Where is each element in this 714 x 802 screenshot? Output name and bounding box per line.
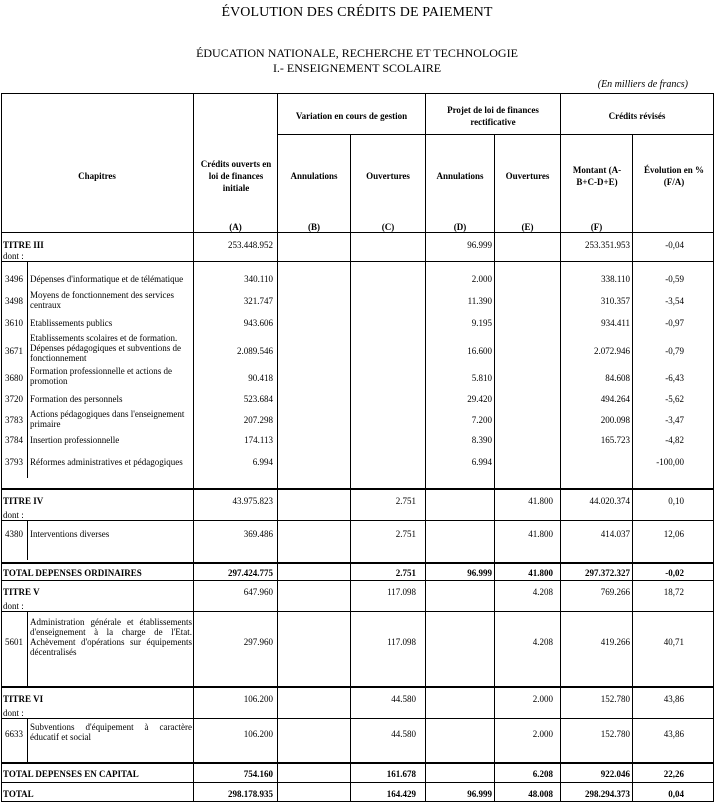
row-3783-label: Actions pédagogiques dans l'enseignement primaire <box>30 409 185 429</box>
header-variation: Variation en cours de gestion <box>295 111 408 121</box>
row-3498-f: 310.357 <box>600 296 630 306</box>
titre4-a: 43.975.823 <box>232 496 273 506</box>
row-3610-label: Etablissements publics <box>30 318 113 328</box>
row-3496-f: 338.110 <box>601 274 630 284</box>
row-6633-e: 2.000 <box>532 729 553 739</box>
header-ouvertures-c: Ouvertures <box>366 171 410 181</box>
titre4-c: 2.751 <box>395 496 416 506</box>
titre6-label: TITRE VI <box>3 694 44 704</box>
grand-total-f: 298.294.373 <box>585 789 630 799</box>
row-3680-label: Formation professionnelle et actions de promotion <box>30 366 172 386</box>
header-credits-revises: Crédits révisés <box>608 111 666 121</box>
row-5601-evol: 40,71 <box>663 637 684 647</box>
titre3-a: 253.448.952 <box>228 240 273 250</box>
grand-total-label: TOTAL <box>3 789 34 799</box>
row-6633-code: 6633 <box>5 729 23 739</box>
total-capital-c: 161.678 <box>386 769 416 779</box>
row-6633-a: 106.200 <box>243 729 273 739</box>
row-3720-evol: -5,62 <box>665 394 684 404</box>
header-chapitres: Chapitres <box>78 171 116 181</box>
titre5-label: TITRE V <box>3 587 40 597</box>
row-3720-d: 29.420 <box>467 394 492 404</box>
header-evolution: Évolution en % (F/A) <box>643 165 704 187</box>
total-capital-evol: 22,26 <box>663 769 684 779</box>
row-6633-evol: 43,86 <box>663 729 684 739</box>
row-3784-label: Insertion professionnelle <box>30 435 120 445</box>
row-5601-e: 4.208 <box>532 637 553 647</box>
row-4380-label: Interventions diverses <box>30 529 110 539</box>
row-3671-d: 16.600 <box>467 346 492 356</box>
total-ordinaires-e: 41.800 <box>528 568 553 578</box>
titre4-e: 41.800 <box>528 496 553 506</box>
row-5601-code: 5601 <box>5 637 23 647</box>
ministry-subtitle: ÉDUCATION NATIONALE, RECHERCHE ET TECHNOLOGIE <box>196 46 518 60</box>
row-3498-label: Moyens de fonctionnement des services centraux <box>30 290 174 310</box>
total-capital-label: TOTAL DEPENSES EN CAPITAL <box>3 769 139 779</box>
row-5601-c: 117.098 <box>387 637 416 647</box>
row-4380-c: 2.751 <box>395 529 416 539</box>
titre3-f: 253.351.953 <box>585 240 630 250</box>
row-3671-evol: -0,79 <box>665 346 684 356</box>
row-3793-evol: -100,00 <box>656 457 684 467</box>
row-3498-a: 321.747 <box>243 296 273 306</box>
row-3784-evol: -4,82 <box>665 435 684 445</box>
row-3680-d: 5.810 <box>471 373 492 383</box>
row-3784-d: 8.390 <box>471 435 492 445</box>
col-letter-e: (E) <box>521 222 534 232</box>
row-3680-f: 84.608 <box>605 373 630 383</box>
row-3720-f: 494.264 <box>600 394 630 404</box>
row-6633-f: 152.780 <box>600 729 630 739</box>
row-6633-c: 44.580 <box>391 729 416 739</box>
row-3610-evol: -0,97 <box>665 318 684 328</box>
row-3783-f: 200.098 <box>600 415 630 425</box>
row-3720-a: 523.684 <box>243 394 273 404</box>
page-title: ÉVOLUTION DES CRÉDITS DE PAIEMENT <box>221 5 493 20</box>
row-3680-a: 90.418 <box>248 373 273 383</box>
header-ouvertures-e: Ouvertures <box>505 171 550 181</box>
col-letter-c: (C) <box>381 222 395 232</box>
header-credits-initiaux: Crédits ouverts en loi de finances initiale <box>200 159 272 193</box>
row-3783-d: 7.200 <box>471 415 492 425</box>
total-ordinaires-d: 96.999 <box>467 568 492 578</box>
titre5-a: 647.960 <box>243 587 273 597</box>
titre6-c: 44.580 <box>391 694 416 704</box>
row-3671-label: Etablissements scolaires et de formation. Dépenses pédagogiques et subventions de fonctionnement <box>30 333 181 363</box>
total-capital-e: 6.208 <box>532 769 553 779</box>
row-3610-code: 3610 <box>5 318 23 328</box>
row-5601-f: 419.266 <box>600 637 630 647</box>
titre3-d: 96.999 <box>467 240 492 250</box>
row-5601-label: Administration générale et établissements d'enseignement à la charge de l'Etat. Achèvement d'opérations sur équipements décentralisés <box>30 617 192 657</box>
row-4380-evol: 12,06 <box>663 529 684 539</box>
row-4380-e: 41.800 <box>528 529 553 539</box>
row-3720-code: 3720 <box>5 394 23 404</box>
row-3496-code: 3496 <box>5 274 23 284</box>
row-4380-a: 369.486 <box>243 529 273 539</box>
dont-label: dont : <box>3 601 24 611</box>
unit-note: (En milliers de francs) <box>597 79 688 90</box>
titre5-e: 4.208 <box>532 587 553 597</box>
row-3783-code: 3783 <box>5 415 23 425</box>
total-ordinaires-c: 2.751 <box>395 568 416 578</box>
row-3680-code: 3680 <box>5 373 23 383</box>
dont-label: dont : <box>3 251 24 261</box>
col-letter-f: (F) <box>590 222 603 232</box>
titre4-evol: 0,10 <box>668 496 684 506</box>
titre4-label: TITRE IV <box>3 496 44 506</box>
col-letter-b: (B) <box>308 222 320 232</box>
row-3496-a: 340.110 <box>244 274 273 284</box>
total-capital-f: 922.046 <box>600 769 630 779</box>
total-ordinaires-f: 297.372.327 <box>585 568 630 578</box>
row-3793-d: 6.994 <box>471 457 492 467</box>
row-3793-code: 3793 <box>5 457 23 467</box>
row-3671-code: 3671 <box>5 346 23 356</box>
row-3793-label: Réformes administratives et pédagogiques <box>30 457 183 467</box>
row-3783-a: 207.298 <box>243 415 273 425</box>
row-4380-code: 4380 <box>5 529 23 539</box>
titre6-evol: 43,86 <box>663 694 684 704</box>
row-3671-a: 2.089.546 <box>237 346 273 356</box>
header-annulations-d: Annulations <box>436 171 484 181</box>
col-letter-a: (A) <box>229 222 242 232</box>
total-capital-a: 754.160 <box>243 769 273 779</box>
total-ordinaires-label: TOTAL DEPENSES ORDINAIRES <box>3 568 142 578</box>
titre5-f: 769.266 <box>600 587 630 597</box>
row-3784-code: 3784 <box>5 435 23 445</box>
col-letter-d: (D) <box>453 222 467 232</box>
titre5-c: 117.098 <box>387 587 416 597</box>
dont-label: dont : <box>3 510 24 520</box>
grand-total-a: 298.178.935 <box>228 789 273 799</box>
row-3783-evol: -3,47 <box>665 415 684 425</box>
titre3-evol: -0,04 <box>665 240 684 250</box>
row-3496-label: Dépenses d'informatique et de télématique <box>30 274 184 284</box>
row-3610-a: 943.606 <box>243 318 273 328</box>
header-montant: Montant (A-B+C-D+E) <box>572 165 622 187</box>
row-3496-evol: -0,59 <box>665 274 684 284</box>
row-3680-evol: -6,43 <box>665 373 684 383</box>
row-3498-d: 11.390 <box>467 296 492 306</box>
header-projet-lfr: Projet de loi de finances rectificative <box>447 105 539 127</box>
row-3671-f: 2.072.946 <box>594 346 630 356</box>
row-3496-d: 2.000 <box>471 274 492 284</box>
grand-total-e: 48.008 <box>528 789 553 799</box>
row-3498-code: 3498 <box>5 296 23 306</box>
grand-total-c: 164.429 <box>386 789 416 799</box>
row-5601-a: 297.960 <box>243 637 273 647</box>
row-3610-d: 9.195 <box>471 318 492 328</box>
titre5-evol: 18,72 <box>663 587 684 597</box>
dont-label: dont : <box>3 708 24 718</box>
titre6-f: 152.780 <box>600 694 630 704</box>
grand-total-d: 96.999 <box>467 789 492 799</box>
titre3-label: TITRE III <box>3 240 44 250</box>
total-ordinaires-a: 297.424.775 <box>228 568 273 578</box>
titre4-f: 44.020.374 <box>589 496 630 506</box>
row-3610-f: 934.411 <box>601 318 630 328</box>
header-annulations-b: Annulations <box>290 171 338 181</box>
row-3784-a: 174.113 <box>244 435 273 445</box>
grand-total-evol: 0,04 <box>668 789 684 799</box>
titre6-a: 106.200 <box>243 694 273 704</box>
row-3498-evol: -3,54 <box>665 296 684 306</box>
total-ordinaires-evol: -0,02 <box>665 568 684 578</box>
row-3720-label: Formation des personnels <box>30 394 123 404</box>
row-4380-f: 414.037 <box>600 529 630 539</box>
titre6-e: 2.000 <box>532 694 553 704</box>
section-subtitle: I.- ENSEIGNEMENT SCOLAIRE <box>272 61 442 75</box>
row-6633-label: Subventions d'équipement à caractère éducatif et social <box>30 722 192 742</box>
row-3793-a: 6.994 <box>252 457 273 467</box>
row-3784-f: 165.723 <box>600 435 630 445</box>
